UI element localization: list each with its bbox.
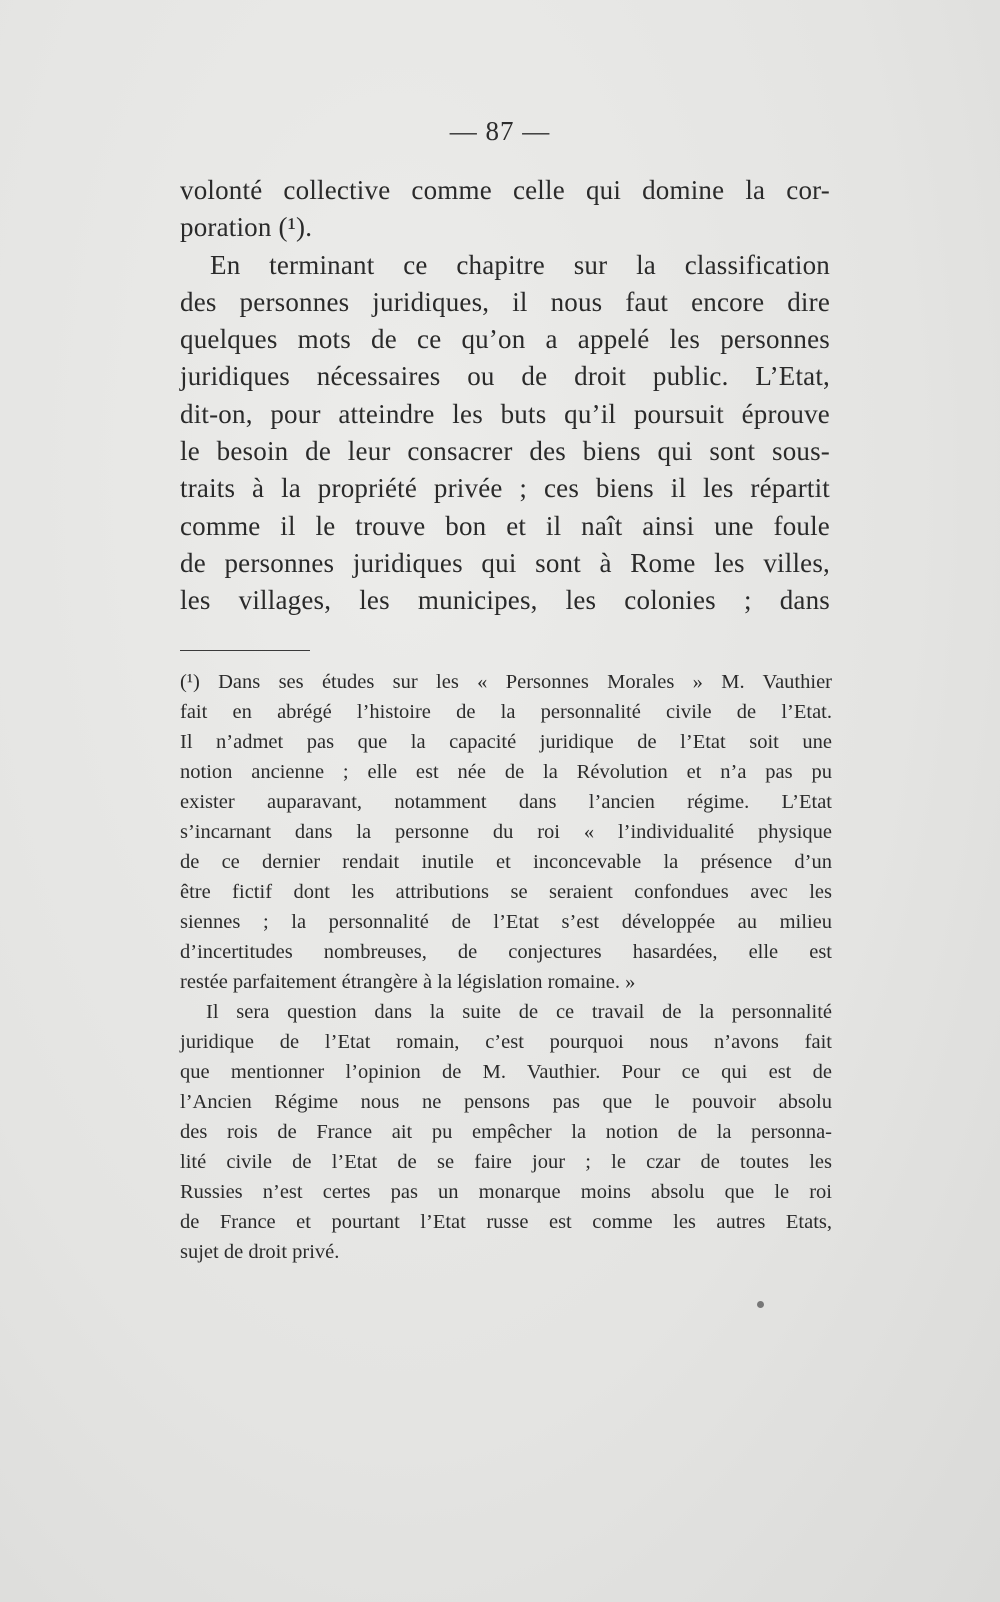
main-text-line: comme il le trouve bon et il naît ainsi une foule (180, 510, 830, 541)
footnote-line: Il n’admet pas que la capacité juridique de l’Etat soit une (180, 731, 832, 753)
footnote-line: des rois de France ait pu empêcher la notion de la personna- (180, 1121, 832, 1143)
footnote-line: fait en abrégé l’histoire de la personnalité civile de l’Etat. (180, 701, 832, 723)
footnote-separator (180, 650, 310, 651)
main-text-line: quelques mots de ce qu’on a appelé les personnes (180, 324, 830, 355)
footnote-line: de France et pourtant l’Etat russe est comme les autres Etats, (180, 1211, 832, 1233)
main-text-line: volonté collective comme celle qui domine la cor- (180, 175, 830, 205)
footnote-line: sujet de droit privé. (180, 1241, 340, 1263)
main-text-line: des personnes juridiques, il nous faut encore dire (180, 286, 830, 317)
footnote-block (180, 667, 832, 1267)
footnote-line: Il sera question dans la suite de ce travail de la personnalité (206, 1001, 832, 1023)
main-text-line: traits à la propriété privée ; ces biens il les répartit (180, 473, 830, 504)
footnote-line: (¹) Dans ses études sur les « Personnes Morales » M. Vauthier (180, 671, 832, 693)
main-text-line: En terminant ce chapitre sur la classification (210, 249, 830, 280)
footnote-line: lité civile de l’Etat de se faire jour ; le czar de toutes les (180, 1151, 832, 1173)
footnote-line: juridique de l’Etat romain, c’est pourquoi nous n’avons fait (180, 1031, 832, 1053)
footnote-line: Russies n’est certes pas un monarque moins absolu que le roi (180, 1181, 832, 1203)
footnote-line: siennes ; la personnalité de l’Etat s’est développée au milieu (180, 911, 832, 933)
footnote-line: que mentionner l’opinion de M. Vauthier. Pour ce qui est de (180, 1061, 832, 1083)
footnote-line: notion ancienne ; elle est née de la Révolution et n’a pas pu (180, 761, 832, 783)
footnote-line: de ce dernier rendait inutile et inconcevable la présence d’un (180, 851, 832, 873)
footnote-line: d’incertitudes nombreuses, de conjectures hasardées, elle est (180, 941, 832, 963)
page-number: — 87 — (449, 116, 551, 146)
footnote-line: être fictif dont les attributions se seraient confondues avec les (180, 881, 832, 903)
footnote-line: s’incarnant dans la personne du roi « l’individualité physique (180, 821, 832, 843)
main-text-line: les villages, les municipes, les colonies ; dans (180, 585, 830, 616)
ink-speck (757, 1301, 764, 1308)
footnote-line: exister auparavant, notamment dans l’ancien régime. L’Etat (180, 791, 832, 813)
footnote-line: l’Ancien Régime nous ne pensons pas que le pouvoir absolu (180, 1091, 832, 1113)
main-text-line: juridiques nécessaires ou de droit public. L’Etat, (180, 361, 830, 392)
main-text-line: dit-on, pour atteindre les buts qu’il poursuit éprouve (180, 398, 830, 429)
footnote-line: restée parfaitement étrangère à la législation romaine. » (180, 971, 636, 993)
main-text-line: de personnes juridiques qui sont à Rome les villes, (180, 547, 830, 578)
main-text-line: le besoin de leur consacrer des biens qui sont sous- (180, 436, 830, 467)
main-text-line: poration (¹). (180, 212, 313, 243)
main-text-block (180, 172, 830, 620)
